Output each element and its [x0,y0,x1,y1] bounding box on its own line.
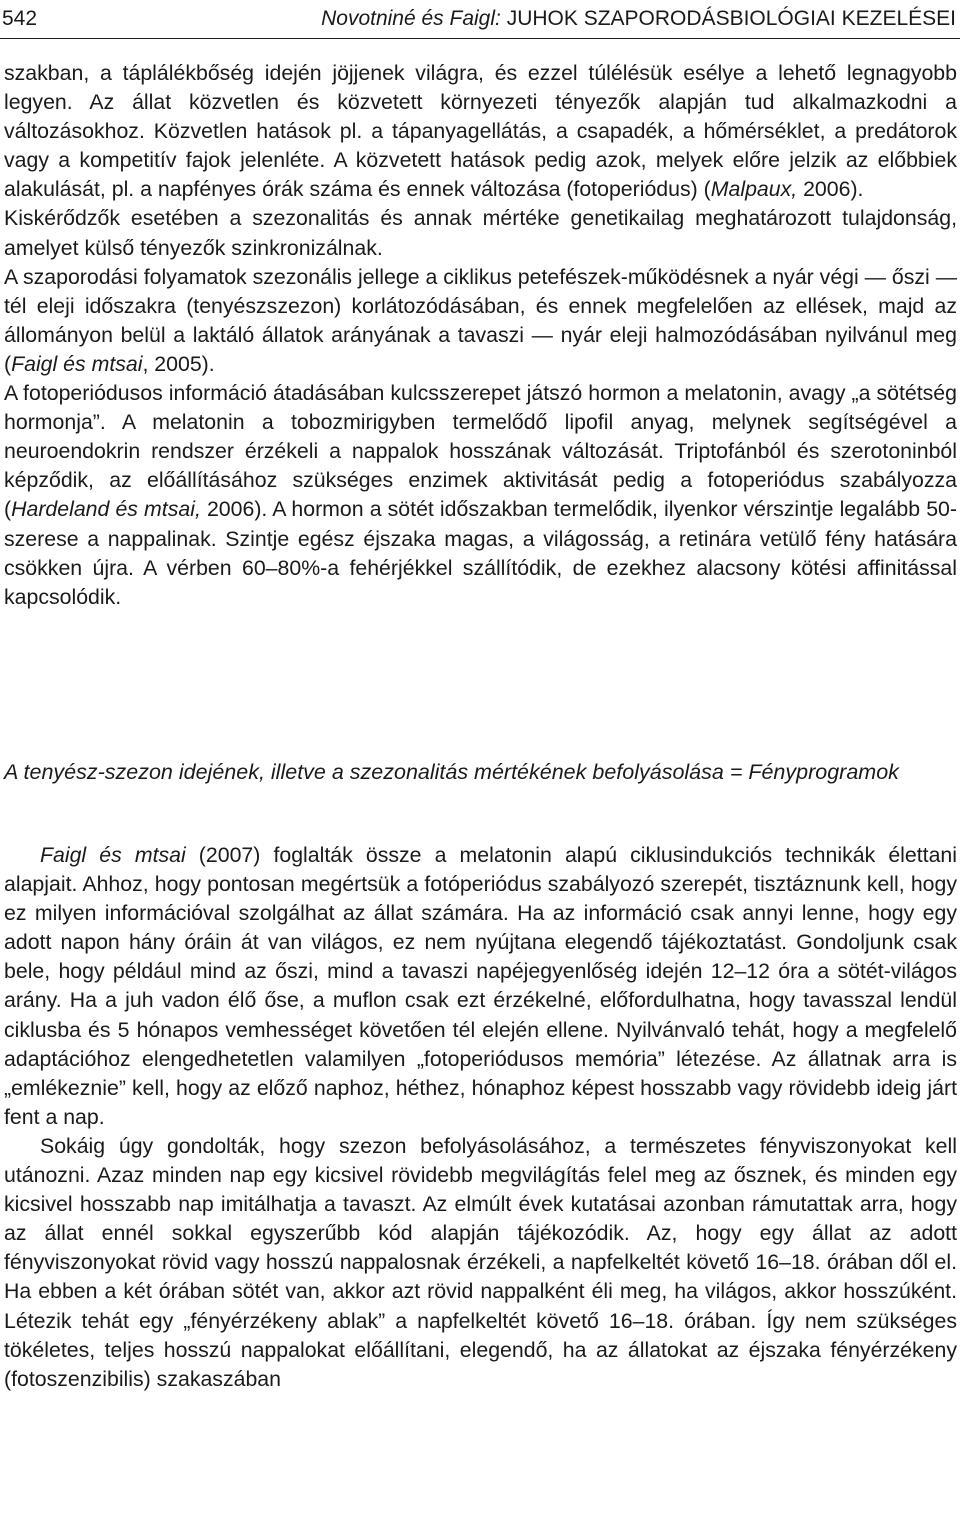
paragraph-5 [4,841,957,1132]
citation-faigl-2007: Faigl és mtsai [40,843,186,867]
citation-faigl-2005: Faigl és mtsai [11,351,143,376]
paragraph-6: Sokáig úgy gondolták, hogy szezon befolyásolásához, a természetes fényviszonyokat kell utánozni. Azaz minden nap egy kicsivel rövidebb megvilágítás felel meg az ősznek, és minden egy kicsivel hosszabb nap imitálhatja a tavaszt. Az elmúlt évek kutatásai azonban rámutattak arra, hogy az állat ennél sokkal egyszerűbb kód alapján tájékozódik. Az, hogy egy állat az adott fényviszonyokat rövid vagy hosszú nappalosnak érzékeli, a napfelkeltét követő 16–18. órában dől el. Ha ebben a két órában sötét van, akkor azt rövid nappalként éli meg, ha világos, akkor hosszúként. Létezik tehát egy „fényérzékeny ablak” a napfelkeltét követő 16–18. órában. Így nem szükséges tökéletes, teljes hosszú nappalokat előállítani, elegendő, ha az állatokat az éjszaka fényérzékeny (fotoszenzibilis) szakaszában [4,1133,957,1391]
body-block-2 [4,841,957,1394]
paragraph-4 [4,379,957,612]
running-title-authors: Novotniné és Faigl: [321,7,501,30]
paragraph-3-text: A szaporodási folyamatok szezonális jellege a ciklikus petefészek-működésnek a nyár végi — őszi — tél eleji időszakra (tenyészszezon) korlátozódásában, és ennek megfelelően az ellések, majd az állományon belül a laktáló állatok arányának a tavaszi — nyár eleji halmozódásában nyilvánul meg ( [4,264,957,376]
paragraph-1 [4,59,957,204]
paragraph-4-text: A fotoperiódusos információ átadásában kulcsszerepet játszó hormon a melatonin, avagy „a sötétség hormonja”. A melatonin a tobozmirigyben termelődő lipofil anyag, melynek segítségével a neuroendokrin rendszer érzékeli a nappalok hosszának változását. Triptofánból és szerotoninból képződik, az előállításához szükséges enzimek aktivitását pedig a fotoperiódus szabályozza ( [4,381,957,522]
paragraph-5-text: (2007) foglalták össze a melatonin alapú ciklusindukciós technikák élettani alapjait. Ahhoz, hogy pontosan megértsük a fotóperiódus szabályozó szerepét, tisztáznunk kell, hogy ez milyen információval szolgálhat az állat számára. Ha az információ csak annyi lenne, hogy egy adott napon hány óráin át van világos, ez nem nyújtana elegendő tájékoztatást. Gondoljunk csak bele, hogy például mind az őszi, mind a tavaszi napéjegyenlőség idején 12–12 óra a sötét-világos arány. Ha a juh vadon élő őse, a muflon csak ezt érzékelné, előfordulhatna, hogy tavasszal lendül ciklusba és 5 hónapos vemhességet követően tél elején ellene. Nyilvánvaló tehát, hogy a megfelelő adaptációhoz elengedhetetlen valamilyen „fotoperiódusos memória” létezése. Az állatnak arra is „emlékeznie” kell, hogy az előző naphoz, héthez, hónaphoz képest hosszabb vagy rövidebb ideig járt fent a nap. [4,843,958,1129]
running-title-text: JUHOK SZAPORODÁSBIOLÓGIAI KEZELÉSEI [506,7,956,30]
section-heading: A tenyész-szezon idejének, illetve a szezonalitás mértékének befolyásolása = Fényprogramok [4,760,899,784]
paragraph-1-end: 2006). [797,177,864,202]
citation-malpaux: Malpaux, [710,177,798,202]
paragraph-2: Kiskérődzők esetében a szezonalitás és annak mértéke genetikailag meghatározott tulajdonság, amelyet külső tényezők szinkronizálnak. [4,206,957,260]
paragraph-1-text: szakban, a táplálékbőség idején jöjjenek világra, és ezzel túlélésük esélye a lehető legnagyobb legyen. Az állat közvetlen és közvetett környezeti tényezők alapján tud alkalmazkodni a változásokhoz. Közvetlen hatások pl. a tápanyagellátás, a csapadék, a hőmérséklet, a predátorok vagy a kompetitív fajok jelenléte. A közvetett hatások pedig azok, melyek előre jelzik az előbbiek alakulását, pl. a napfényes órák száma és ennek változása (fotoperiódus) ( [4,61,957,202]
header-rule [0,38,960,39]
citation-hardeland: Hardeland és mtsai, [11,497,201,522]
page-number: 542 [2,7,38,30]
paragraph-3-end: , 2005). [142,351,215,376]
paragraph-4-end: 2006). A hormon a sötét időszakban termelődik, ilyenkor vérszintje legalább 50-szerese a nappalinak. Szintje egész éjszaka magas, a világosság, a retinára vetülő fény hatására csökken újra. A vérben 60–80%-a fehérjékkel szállítódik, de ezekhez alacsony kötési affinitással kapcsolódik. [4,497,957,609]
body-block-1 [4,59,957,612]
running-title [321,4,956,34]
paragraph-3 [4,263,957,379]
running-header [2,2,956,36]
